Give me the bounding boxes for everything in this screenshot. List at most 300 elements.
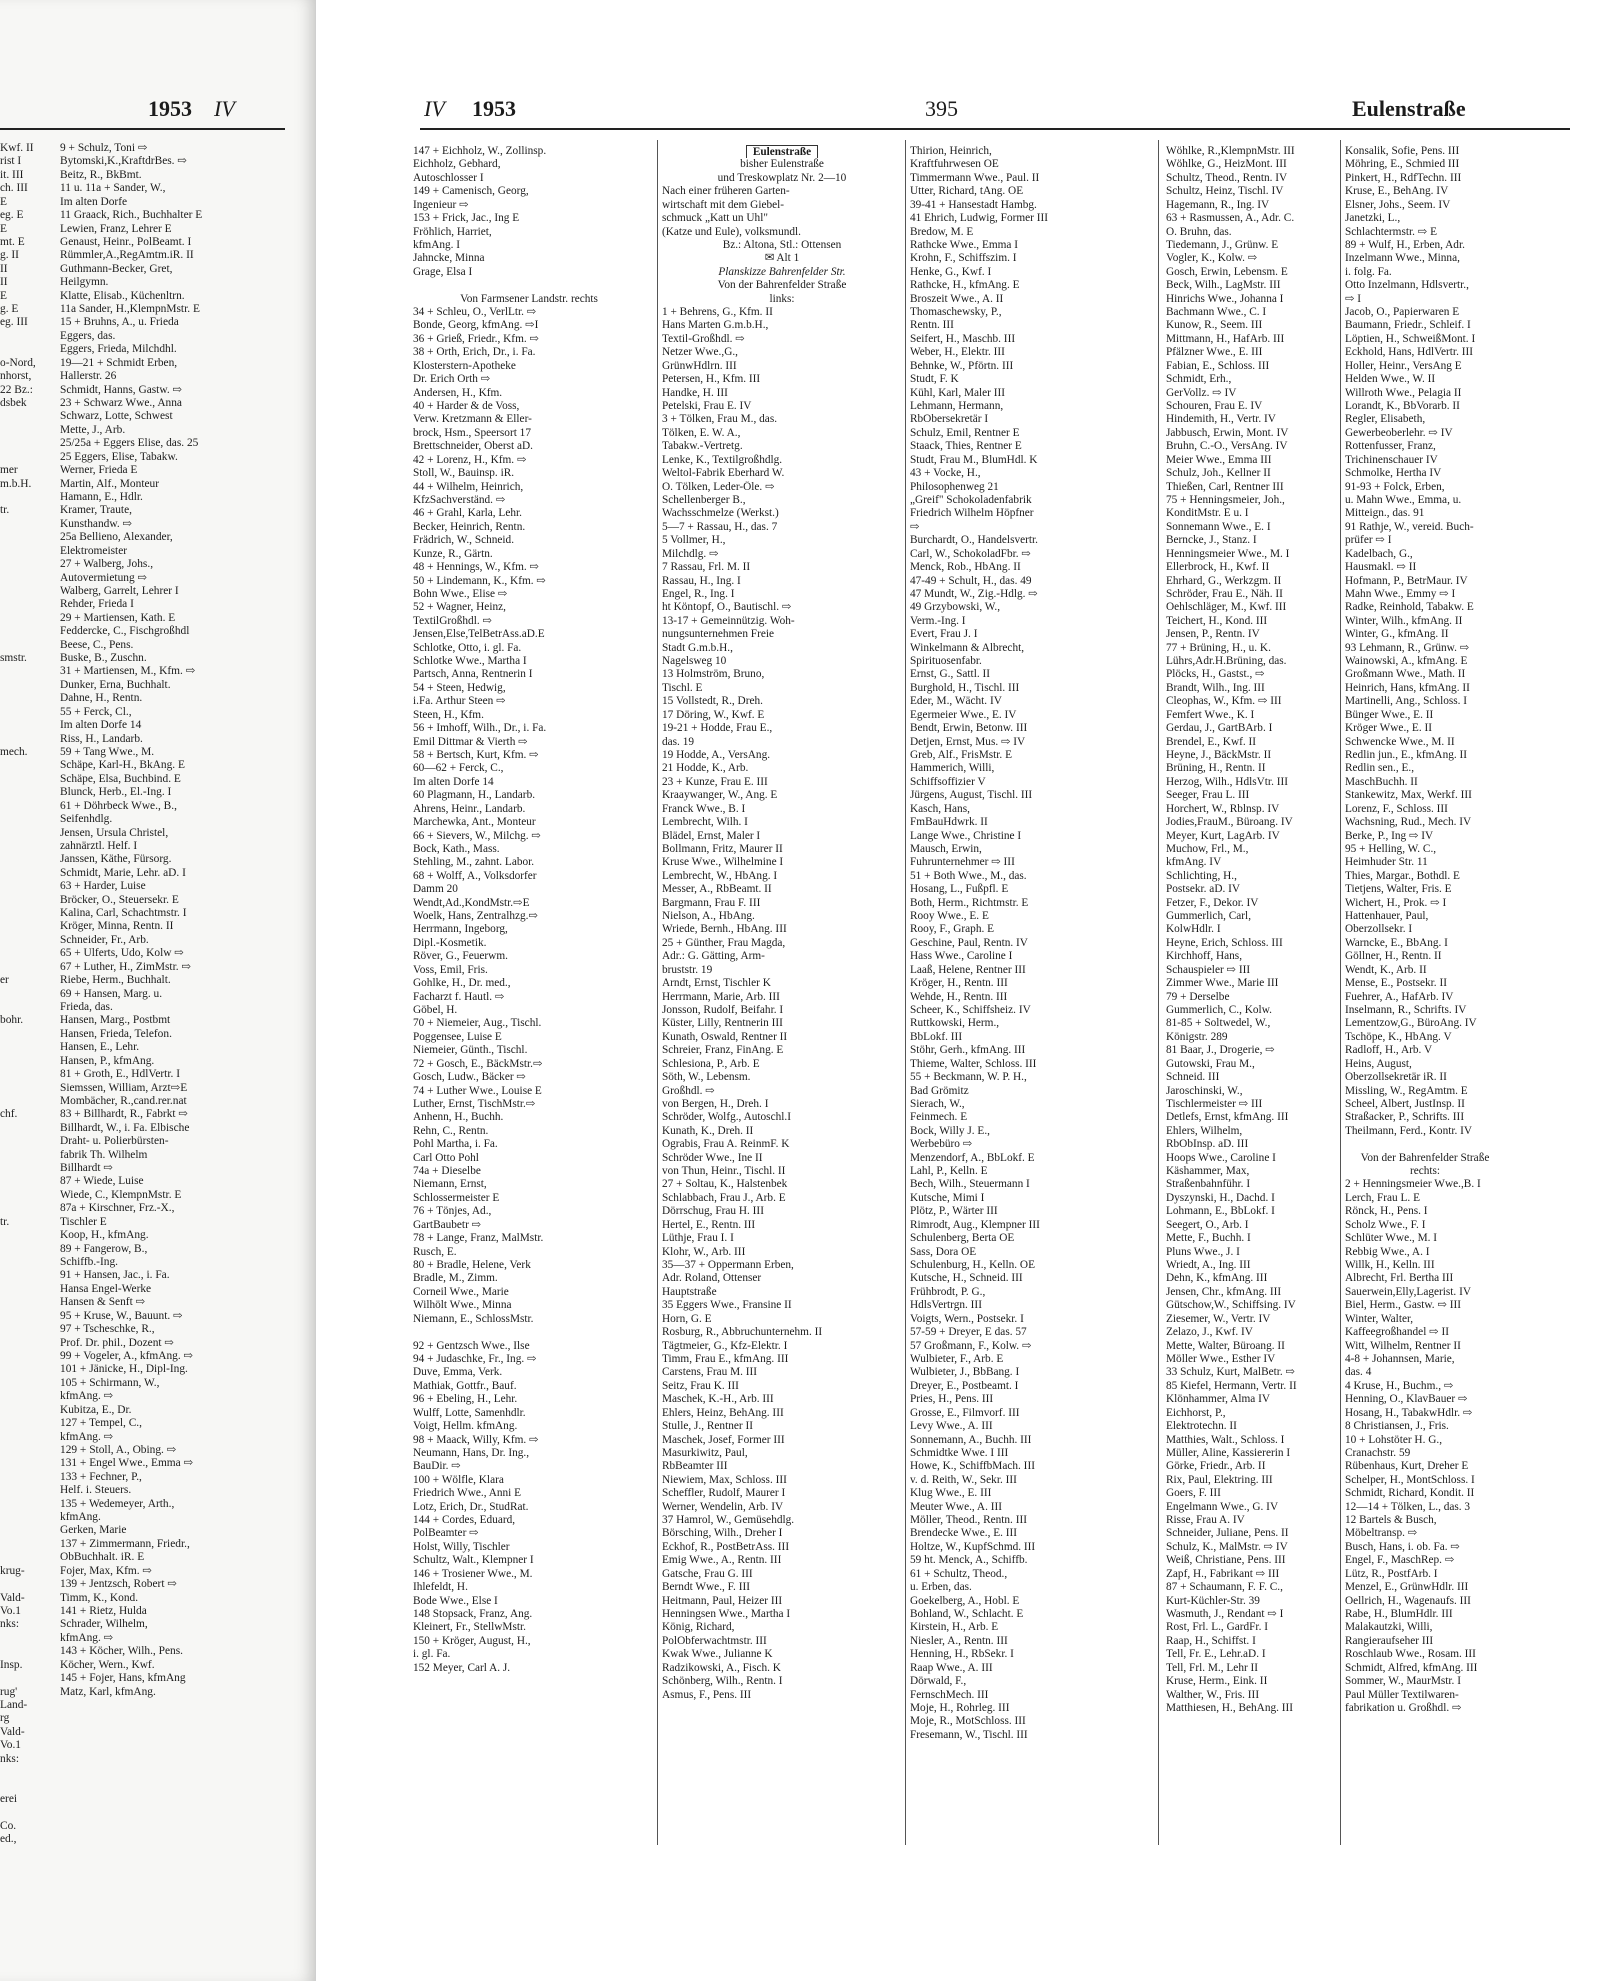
- directory-entry: Ruttkowski, Herm.,: [910, 1017, 1000, 1030]
- directory-entry: und Treskowplatz Nr. 2—10: [717, 171, 847, 184]
- directory-entry: Hausmakl. ⇨ II: [1345, 561, 1417, 574]
- volume-label: IV: [424, 96, 445, 121]
- directory-entry: [413, 279, 645, 292]
- directory-entry: Holler, Heinr., VersAng E: [1345, 359, 1462, 372]
- directory-entry: Schiffsoffizier V: [910, 775, 986, 788]
- cut-entry-fragment: E: [0, 222, 7, 235]
- directory-entry: Inselmann, R., Schrifts. IV: [1345, 1004, 1467, 1016]
- cut-entry-fragment: [0, 639, 50, 652]
- directory-entry: Stehling, M., zahnt. Labor.: [413, 856, 535, 869]
- directory-entry: Niemann, Ernst,: [413, 1178, 487, 1191]
- directory-entry: Weltol-Fabrik Eberhard W.: [662, 467, 785, 480]
- directory-entry: 87 + Wiede, Luise: [60, 1175, 144, 1188]
- directory-entry: 83 + Billhardt, R., Fabrkt ⇨: [60, 1108, 188, 1121]
- directory-entry: Kaffeegroßhandel ⇨ II: [1345, 1326, 1449, 1339]
- directory-entry: 36 + Grieß, Friedr., Kfm. ⇨: [413, 332, 539, 345]
- cut-entry-fragment: [0, 1028, 50, 1041]
- directory-entry: Konsalik, Sofie, Pens. III: [1345, 145, 1460, 157]
- directory-entry: Matthiesen, H., BehAng. III: [1166, 1701, 1294, 1714]
- cut-entry-fragment: [0, 920, 50, 933]
- directory-entry: Fetzer, F., Dekor. IV: [1166, 896, 1259, 909]
- directory-entry: Jodies,FrauM., Büroang. IV: [1166, 816, 1293, 829]
- cut-entry-fragment: E: [0, 289, 7, 302]
- directory-entry: 94 + Judaschke, Fr., Ing. ⇨: [413, 1352, 537, 1365]
- directory-entry: Kraftfuhrwesen OE: [910, 158, 999, 171]
- directory-entry: Schlossermeister E: [413, 1191, 500, 1204]
- directory-entry: Billhardt, W., i. Fa. Elbische: [60, 1121, 190, 1134]
- directory-entry: 19—21 + Schmidt Erben,: [60, 356, 178, 369]
- directory-entry: Schmidt, Alfred, kfmAng. III: [1345, 1661, 1478, 1674]
- directory-entry: Straßacker, P., Schrifts. III: [1345, 1111, 1465, 1124]
- directory-entry: Großmann Wwe., Math. II: [1345, 668, 1466, 681]
- directory-entry: 31 + Martiensen, M., Kfm. ⇨: [60, 665, 196, 678]
- directory-entry: Gohlke, H., Dr. med.,: [413, 977, 511, 990]
- directory-entry: Schäpe, Karl-H., BkAng. E: [60, 759, 185, 772]
- cut-entry-fragment: [0, 1390, 50, 1403]
- directory-entry: Bock, Willy J. E.,: [910, 1124, 990, 1137]
- previous-page-volume: IV: [214, 96, 235, 121]
- directory-entry: Schmidt, Erh.,: [1166, 373, 1232, 386]
- directory-entry: prüfer ⇨ I: [1345, 534, 1392, 547]
- directory-entry: Kunsthandw. ⇨: [60, 517, 133, 530]
- cut-entry-fragment: it. III: [0, 168, 24, 181]
- directory-entry: Hinrichs Wwe., Johanna I: [1166, 292, 1284, 305]
- directory-entry: Sommer, W., MaurMstr. I: [1345, 1675, 1461, 1688]
- directory-entry: Dehn, K., kfmAng. III: [1166, 1272, 1268, 1285]
- directory-entry: schmuck „Katt un Uhl": [662, 212, 768, 225]
- directory-entry: Sierach, W.,: [910, 1097, 965, 1110]
- directory-entry: 13 Holmström, Bruno,: [662, 668, 765, 681]
- cut-entry-fragment: [0, 1337, 50, 1350]
- directory-entry: Hans Marten G.m.b.H.,: [662, 319, 769, 332]
- cut-entry-fragment: o-Nord,: [0, 356, 36, 369]
- directory-entry: Voss, Emil, Fris.: [413, 963, 488, 976]
- directory-entry: Brendecke Wwe., E. III: [910, 1527, 1018, 1540]
- directory-entry: Staack, Thies, Rentner E: [910, 440, 1022, 453]
- directory-entry: Genaust, Heinr., PolBeamt. I: [60, 235, 192, 248]
- directory-entry: Lütz, R., PostfArb. I: [1345, 1567, 1438, 1580]
- cut-entry-fragment: [0, 1296, 50, 1309]
- directory-entry: Seifenhdlg.: [60, 813, 113, 826]
- directory-entry: Bünger Wwe., E. II: [1345, 708, 1434, 721]
- directory-entry: Jensen, P., Rentn. IV: [1166, 628, 1260, 641]
- directory-entry: Ograbis, Frau A. ReinmF. K: [662, 1138, 790, 1151]
- directory-entry: Beese, C., Pens.: [60, 638, 134, 651]
- directory-entry: Burghold, H., Tischl. III: [910, 681, 1020, 694]
- directory-entry: [662, 145, 902, 158]
- directory-entry: Eckhold, Hans, HdlVertr. III: [1345, 346, 1473, 359]
- directory-entry: links:: [769, 292, 795, 305]
- directory-entry: Carl Otto Pohl: [413, 1151, 479, 1164]
- directory-entry: Grosse, E., Filmvorf. III: [910, 1406, 1020, 1419]
- cut-entry-fragment: bohr.: [0, 1014, 24, 1027]
- directory-entry: 146 + Trosiener Wwe., M.: [413, 1567, 533, 1580]
- directory-entry: Thießen, Carl, Rentner III: [1166, 480, 1284, 493]
- directory-entry: Werner, Frieda E: [60, 464, 138, 477]
- cut-entry-fragment: [0, 1229, 50, 1242]
- directory-entry: 77 + Brüning, H., u. K.: [1166, 641, 1271, 654]
- directory-entry: kfmAng.: [60, 1511, 101, 1524]
- directory-entry: Hosang, H., TabakwHdlr. ⇨: [1345, 1406, 1473, 1419]
- directory-entry: Wulff, Lotte, Samenhdlr.: [413, 1406, 526, 1419]
- directory-entry: Matz, Karl, kfmAng.: [60, 1685, 156, 1698]
- directory-entry: Meuter Wwe., A. III: [910, 1500, 1003, 1513]
- cut-entry-fragment: [0, 558, 50, 571]
- previous-page-cut-column: [0, 142, 50, 1860]
- cut-entry-fragment: krug-: [0, 1564, 25, 1577]
- directory-entry: Jahncke, Minna: [413, 252, 485, 265]
- directory-entry: (Katze und Eule), volksmundl.: [662, 225, 801, 238]
- directory-entry: 91 Rathje, W., vereid. Buch-: [1345, 520, 1474, 533]
- directory-entry: 79 + Derselbe: [1166, 990, 1230, 1003]
- directory-entry: Hansen, Frieda, Telefon.: [60, 1027, 172, 1040]
- directory-entry: 13-17 + Gemeinnützig. Woh-: [662, 614, 795, 627]
- directory-entry: Bock, Kath., Mass.: [413, 842, 500, 855]
- directory-entry: zahnärztl. Helf. I: [60, 839, 138, 852]
- directory-entry: Studt, Frau M., BlumHdl. K: [910, 453, 1038, 466]
- directory-entry: Henning, O., KlavBauer ⇨: [1345, 1393, 1468, 1406]
- directory-entry: Mathiak, Gottfr., Bauf.: [413, 1379, 517, 1392]
- directory-entry: Rost, Frl. L., GardFr. I: [1166, 1621, 1268, 1634]
- directory-entry: Guthmann-Becker, Gret,: [60, 262, 173, 275]
- directory-entry: Eckhof, R., PostBetrAss. III: [662, 1540, 790, 1553]
- directory-page: [320, 0, 1600, 1981]
- directory-entry: 17 Döring, W., Kwf. E: [662, 708, 765, 721]
- directory-entry: Moje, R., MotSchloss. III: [910, 1715, 1026, 1728]
- directory-entry: Burchardt, O., Handelsvertr.: [910, 534, 1038, 547]
- directory-entry: Asmus, F., Pens. III: [662, 1688, 752, 1701]
- directory-entry: Radzikowski, A., Fisch. K: [662, 1661, 781, 1674]
- directory-entry: Redlin jun., E., kfmAng. II: [1345, 748, 1468, 761]
- directory-entry: Winter, G., kfmAng. II: [1345, 628, 1449, 641]
- directory-entry: Bredow, M. E: [910, 225, 974, 238]
- directory-entry: Fuhrunternehmer ⇨ III: [910, 856, 1015, 869]
- directory-entry: Rathcke, H., kfmAng. E: [910, 279, 1020, 292]
- directory-entry: RbObInsp. aD. III: [1166, 1138, 1249, 1151]
- directory-entry: Corneil Wwe., Marie: [413, 1285, 509, 1298]
- directory-entry: Weiß, Christiane, Pens. III: [1166, 1554, 1286, 1567]
- directory-entry: Willk, H., Kelln. III: [1345, 1259, 1435, 1272]
- directory-entry: 76 + Tönjes, Ad.,: [413, 1205, 492, 1218]
- directory-entry: Schultz, Theod., Rentn. IV: [1166, 171, 1288, 184]
- directory-entry: Schröder, Frau E., Näh. II: [1166, 587, 1283, 600]
- directory-entry: 97 + Tscheschke, R.,: [60, 1323, 155, 1336]
- cut-entry-fragment: Vald-: [0, 1725, 25, 1738]
- directory-entry: Otto Inzelmann, Hdlsvertr.,: [1345, 279, 1469, 292]
- directory-entry: das. 4: [1345, 1366, 1372, 1379]
- directory-entry: Rusch, E.: [413, 1245, 457, 1258]
- directory-entry: 95 + Kruse, W., Bauunt. ⇨: [60, 1309, 183, 1322]
- directory-entry: PolBeamter ⇨: [413, 1527, 479, 1540]
- cut-entry-fragment: eg. III: [0, 316, 28, 329]
- cut-entry-fragment: [0, 1202, 50, 1215]
- directory-entry: Gerken, Marie: [60, 1524, 127, 1537]
- cut-entry-fragment: [0, 572, 50, 585]
- directory-entry: 8 Christiansen, J., Fris.: [1345, 1420, 1449, 1433]
- directory-entry: 33 Schulz, Kurt, MalBetr. ⇨: [1166, 1366, 1296, 1379]
- cut-entry-fragment: [0, 1847, 50, 1860]
- directory-entry: Helf. i. Steuers.: [60, 1484, 132, 1497]
- directory-entry: Pinkert, H., RdfTechn. III: [1345, 171, 1462, 184]
- directory-entry: Seegert, O., Arb. I: [1166, 1218, 1249, 1231]
- cut-entry-fragment: dsbek: [0, 397, 27, 410]
- directory-entry: 19 Hodde, A., VersAng.: [662, 748, 771, 761]
- cut-entry-fragment: rg: [0, 1712, 10, 1725]
- directory-entry: Trichinenschauer IV: [1345, 453, 1438, 466]
- directory-entry: 99 + Vogeler, A., kfmAng. ⇨: [60, 1349, 194, 1362]
- directory-entry: Nach einer früheren Garten-: [662, 185, 790, 198]
- directory-entry: Ziesemer, W., Vertr. IV: [1166, 1312, 1271, 1325]
- directory-entry: 10 + Lohstöter H. G.,: [1345, 1433, 1443, 1446]
- directory-entry: Schlabbach, Frau J., Arb. E: [662, 1191, 786, 1204]
- directory-entry: Wichert, H., Prok. ⇨ I: [1345, 896, 1447, 909]
- directory-entry: Herzog, Wilh., HdlsVtr. III: [1166, 775, 1289, 788]
- directory-entry: Timm, Frau E., kfmAng. III: [662, 1352, 789, 1365]
- cut-entry-fragment: [0, 1471, 50, 1484]
- directory-entry: Howe, K., SchiffbMach. III: [910, 1460, 1035, 1473]
- directory-entry: Bech, Wilh., Steuermann I: [910, 1178, 1030, 1191]
- directory-entry: von Thun, Heinr., Tischl. II: [662, 1165, 786, 1178]
- directory-entry: Dr. Erich Orth ⇨: [413, 373, 491, 386]
- column-divider: [1340, 140, 1341, 1845]
- directory-entry: 27 + Walberg, Johs.,: [60, 558, 154, 571]
- directory-entry: 27 + Soltau, K., Halstenbek: [662, 1178, 788, 1191]
- directory-entry: 72 + Gosch, E., BäckMstr.⇨: [413, 1057, 543, 1070]
- directory-entry: Hagemann, R., Ing. IV: [1166, 198, 1270, 211]
- directory-entry: 63 + Rasmussen, A., Adr. C.: [1166, 212, 1295, 225]
- directory-entry: 19-21 + Hodde, Frau E.,: [662, 722, 773, 735]
- directory-entry: Seitz, Frau K. III: [662, 1379, 739, 1392]
- directory-entry: Röver, G., Feuerwm.: [413, 950, 508, 963]
- directory-entry: Martinelli, Ang., Schloss. I: [1345, 695, 1468, 708]
- cut-entry-fragment: [0, 1632, 50, 1645]
- directory-entry: 153 + Frick, Jac., Ing E: [413, 212, 520, 225]
- cut-entry-fragment: [0, 1310, 50, 1323]
- directory-entry: Wainowski, A., kfmAng. E: [1345, 655, 1468, 668]
- directory-entry: Frieda, das.: [60, 1001, 113, 1013]
- directory-entry: 63 + Harder, Luise: [60, 880, 146, 893]
- directory-entry: Schultz, Walt., Klempner I: [413, 1554, 534, 1567]
- directory-entry: O. Bruhn, das.: [1166, 225, 1232, 238]
- directory-entry: Raap Wwe., A. III: [910, 1661, 993, 1674]
- cut-entry-fragment: [0, 1444, 50, 1457]
- directory-entry: Koop, H., kfmAng.: [60, 1229, 149, 1242]
- directory-entry: MaschBuchh. II: [1345, 775, 1418, 788]
- directory-entry: Fuehrer, A., HafArb. IV: [1345, 990, 1454, 1003]
- year-label: 1953: [472, 96, 516, 121]
- directory-entry: Schmolke, Hertha IV: [1345, 467, 1442, 480]
- cut-entry-fragment: Vo.1: [0, 1604, 21, 1617]
- directory-entry: Möller, Theod., Rentn. III: [910, 1514, 1027, 1527]
- directory-entry: 148 Stopsack, Franz, Ang.: [413, 1607, 533, 1620]
- directory-entry: Kramer, Traute,: [60, 504, 132, 517]
- directory-entry: [1345, 1138, 1505, 1151]
- directory-entry: Hammerich, Willi,: [910, 762, 995, 775]
- directory-entry: kfmAng. ⇨: [60, 1631, 114, 1644]
- directory-entry: Von Farmsener Landstr. rechts: [460, 292, 598, 305]
- directory-entry: Prof. Dr. phil., Dozent ⇨: [60, 1336, 174, 1349]
- directory-entry: Tiedemann, J., Grünw. E: [1166, 238, 1279, 251]
- directory-entry: Arndt, Ernst, Tischler K: [662, 977, 771, 990]
- directory-entry: 48 + Hennings, W., Kfm. ⇨: [413, 561, 539, 574]
- directory-entry: Heyne, Erich, Schloss. III: [1166, 936, 1283, 949]
- directory-entry: u. Erben, das.: [910, 1581, 972, 1594]
- directory-entry: 65 + Ulferts, Udo, Kolw ⇨: [60, 947, 184, 960]
- directory-entry: Jacob, O., Papierwaren E: [1345, 306, 1460, 319]
- cut-entry-fragment: [0, 773, 50, 786]
- directory-entry: v. d. Reith, W., Sekr. III: [910, 1473, 1017, 1486]
- directory-entry: Eggers, Frieda, Milchdhl.: [60, 343, 177, 356]
- directory-entry: Schulz, Joh., Kellner II: [1166, 467, 1271, 480]
- directory-entry: Friedrich Wilhelm Höpfner: [910, 507, 1034, 520]
- directory-entry: FmBauHdwrk. II: [910, 816, 988, 829]
- directory-entry: Tell, Fr. E., Lehr.aD. I: [1166, 1648, 1266, 1661]
- cut-entry-fragment: [0, 880, 50, 893]
- directory-entry: Postsekr. aD. IV: [1166, 883, 1241, 896]
- cut-entry-fragment: [0, 1524, 50, 1537]
- cut-entry-fragment: nks:: [0, 1618, 19, 1631]
- directory-entry: Hansa Engel-Werke: [60, 1282, 152, 1295]
- cut-entry-fragment: [0, 585, 50, 598]
- directory-entry: Lembrecht, W., HbAng. I: [662, 869, 778, 882]
- directory-entry: Missling, W., RegAmtm. E: [1345, 1084, 1468, 1097]
- directory-entry: Winter, Wilh., kfmAng. II: [1345, 614, 1463, 627]
- directory-entry: Niemeier, Günth., Tischl.: [413, 1044, 528, 1057]
- directory-entry: Walther, W., Fris. III: [1166, 1688, 1260, 1701]
- cut-entry-fragment: [0, 867, 50, 880]
- directory-entry: Sass, Dora OE: [910, 1245, 977, 1258]
- directory-entry: Niesler, A., Rentn. III: [910, 1634, 1008, 1647]
- directory-entry: Schäpe, Elsa, Buchbind. E: [60, 772, 181, 785]
- directory-entry: 92 + Gentzsch Wwe., Ilse: [413, 1339, 530, 1352]
- directory-entry: 55 + Beckmann, W. P. H.,: [910, 1071, 1027, 1084]
- directory-entry: Schulenburg, H., Kelln. OE: [910, 1259, 1035, 1272]
- directory-entry: Carl, W., SchokoladFbr. ⇨: [910, 547, 1031, 560]
- directory-entry: PolObferwachtmstr. III: [662, 1634, 767, 1647]
- directory-entry: Jaroschinski, W.,: [1166, 1084, 1243, 1097]
- directory-entry: Hansen, E., Lehr.: [60, 1041, 140, 1054]
- directory-entry: Eggers, das.: [60, 329, 116, 342]
- directory-entry: Wiede, C., KlempnMstr. E: [60, 1188, 182, 1201]
- directory-entry: Herrmann, Marie, Arb. III: [662, 990, 780, 1003]
- directory-entry: Schouren, Frau E. IV: [1166, 400, 1263, 413]
- directory-entry: Emil Dittmar & Vierth ⇨: [413, 735, 528, 748]
- directory-entry: Lüthje, Frau I. I: [662, 1232, 734, 1245]
- directory-entry: Bytomski,K.,KraftdrBes. ⇨: [60, 155, 187, 168]
- directory-entry: 1 + Behrens, G., Kfm. II: [662, 306, 773, 319]
- directory-entry: Kirchhoff, Hans,: [1166, 950, 1243, 963]
- cut-entry-fragment: [0, 840, 50, 853]
- cut-entry-fragment: eg. E: [0, 209, 24, 222]
- directory-entry: Theilmann, Ferd., Kontr. IV: [1345, 1124, 1473, 1137]
- cut-entry-fragment: Vald-: [0, 1591, 25, 1604]
- directory-entry: Petelski, Frau E. IV: [662, 400, 752, 413]
- directory-entry: 9 + Schulz, Toni ⇨: [60, 142, 148, 154]
- directory-entry: Klosterstern-Apotheke: [413, 359, 516, 372]
- directory-entry: Schlotke Wwe., Martha I: [413, 655, 527, 668]
- cut-entry-fragment: [0, 853, 50, 866]
- directory-entry: Femfert Wwe., K. I: [1166, 708, 1255, 721]
- directory-entry: Behnke, W., Pförtn. III: [910, 359, 1014, 372]
- cut-entry-fragment: [0, 1457, 50, 1470]
- directory-entry: Stöhr, Gerh., kfmAng. III: [910, 1044, 1026, 1057]
- directory-entry: Tölken, E. W. A.,: [662, 426, 741, 439]
- directory-entry: 43 + Vocke, H.,: [910, 467, 981, 480]
- directory-entry: 87a + Kirschner, Frz.-X.,: [60, 1202, 175, 1215]
- directory-column-5: [1345, 145, 1505, 1715]
- directory-entry: Duve, Emma, Verk.: [413, 1366, 503, 1379]
- directory-entry: Buske, B., Zuschn.: [60, 652, 147, 665]
- cut-entry-fragment: tr.: [0, 1215, 10, 1228]
- directory-entry: 145 + Fojer, Hans, kfmAng: [60, 1672, 186, 1685]
- cut-entry-fragment: mech.: [0, 745, 28, 758]
- cut-entry-fragment: mer: [0, 464, 18, 477]
- directory-entry: Bendt, Erwin, Betonw. III: [910, 722, 1028, 735]
- directory-entry: Zimmer Wwe., Marie III: [1166, 977, 1279, 990]
- directory-entry: Voigts, Wern., Postsekr. I: [910, 1312, 1024, 1325]
- directory-entry: Jensen, Chr., kfmAng. III: [1166, 1285, 1282, 1298]
- cut-entry-fragment: [0, 665, 50, 678]
- directory-entry: Berncke, J., Stanz. I: [1166, 534, 1257, 547]
- directory-entry: Schröder, Wolfg., Autoschl.I: [662, 1111, 791, 1124]
- directory-entry: 54 + Steen, Hedwig,: [413, 681, 506, 694]
- directory-entry: Scheer, K., Schiffsheiz. IV: [910, 1004, 1031, 1016]
- directory-entry: Berke, P., Ing ⇨ IV: [1345, 829, 1434, 842]
- directory-entry: Biel, Herm., Gastw. ⇨ III: [1345, 1299, 1462, 1312]
- directory-entry: 93 Lehmann, R., Grünw. ⇨: [1345, 641, 1470, 654]
- directory-entry: Draht- u. Polierbürsten-: [60, 1135, 169, 1148]
- directory-entry: 74a + Dieselbe: [413, 1165, 481, 1178]
- directory-entry: Ingenieur ⇨: [413, 198, 469, 211]
- directory-entry: Schröder Wwe., Ine II: [662, 1151, 763, 1164]
- directory-entry: Tietjens, Walter, Fris. E: [1345, 883, 1452, 896]
- cut-entry-fragment: [0, 1551, 50, 1564]
- directory-entry: Kubitza, E., Dr.: [60, 1403, 132, 1416]
- cut-entry-fragment: chf.: [0, 1108, 18, 1121]
- directory-entry: Niewiem, Max, Schloss. III: [662, 1473, 787, 1486]
- cut-entry-fragment: [0, 531, 50, 544]
- directory-entry: 147 + Eichholz, W., Zollinsp.: [413, 145, 547, 157]
- directory-entry: Rottenfusser, Franz,: [1345, 440, 1436, 453]
- previous-page-edge: [0, 0, 316, 1981]
- directory-entry: Heins, August,: [1345, 1057, 1412, 1070]
- directory-entry: Rix, Paul, Elektring. III: [1166, 1473, 1273, 1486]
- directory-entry: Plötz, P., Wärter III: [910, 1205, 998, 1218]
- directory-entry: Janetzki, L.,: [1345, 212, 1401, 225]
- directory-entry: Menzel, E., GrünwHdlr. III: [1345, 1581, 1469, 1594]
- directory-entry: Rübenhaus, Kurt, Dreher E: [1345, 1460, 1469, 1473]
- directory-entry: Engel, R., Ing. I: [662, 587, 735, 600]
- directory-entry: Schlesiona, P., Arb. E: [662, 1057, 760, 1070]
- directory-entry: Hamann, E., Hdlr.: [60, 490, 143, 503]
- directory-entry: Küster, Lilly, Rentnerin III: [662, 1017, 783, 1030]
- directory-entry: RbObersekretär I: [910, 413, 989, 426]
- directory-entry: kfmAng. IV: [1166, 856, 1222, 869]
- directory-entry: Matthies, Walt., Schloss. I: [1166, 1433, 1285, 1446]
- column-divider: [1158, 140, 1159, 1845]
- directory-entry: Cranachstr. 59: [1345, 1446, 1411, 1459]
- directory-entry: Oberzollsekretär iR. II: [1345, 1071, 1447, 1084]
- directory-entry: Rathcke Wwe., Emma I: [910, 238, 1019, 251]
- directory-entry: Woelk, Hans, Zentralhzg.⇨: [413, 910, 538, 923]
- directory-entry: Schmidt, Hanns, Gastw. ⇨: [60, 383, 183, 396]
- cut-entry-fragment: [0, 800, 50, 813]
- cut-entry-fragment: [0, 1175, 50, 1188]
- directory-entry: Pluns Wwe., J. I: [1166, 1245, 1240, 1258]
- directory-entry: 57-59 + Dreyer, E das. 57: [910, 1326, 1027, 1339]
- directory-entry: Klönhammer, Alma IV: [1166, 1393, 1271, 1406]
- directory-entry: Roschlaub Wwe., Rosam. III: [1345, 1648, 1476, 1661]
